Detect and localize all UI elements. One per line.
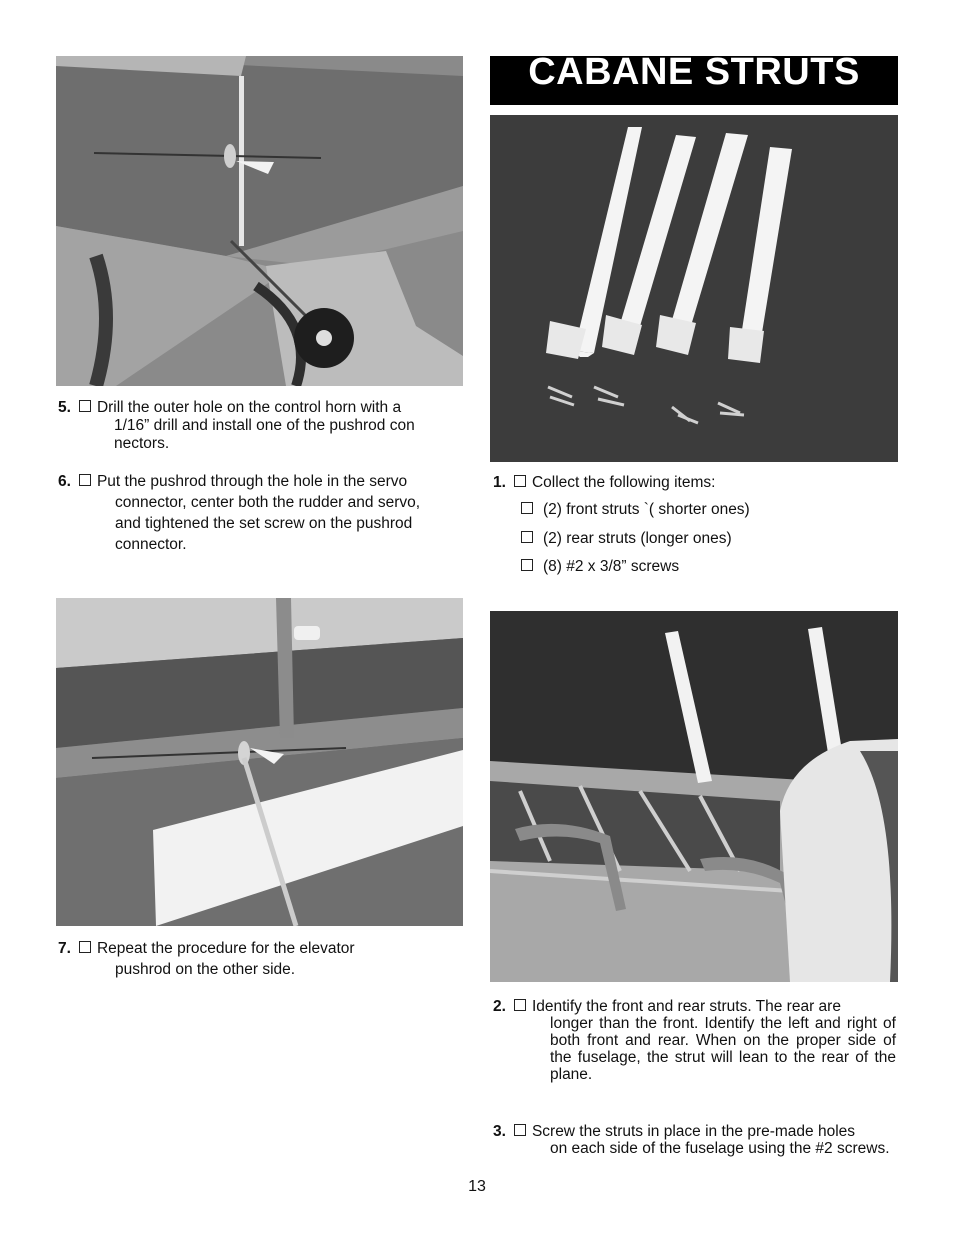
step-text-cont: longer than the front. Identify the left and right of both front and rear. When on the proper side of the fuselage, the strut will lean to the rear of the plane. bbox=[550, 1015, 896, 1083]
step-number: 3. bbox=[493, 1123, 506, 1140]
step-3 bbox=[493, 1123, 896, 1157]
photo-struts-installed bbox=[490, 611, 898, 982]
step-text: Put the pushrod through the hole in the servo bbox=[96, 473, 408, 490]
step-number: 1. bbox=[493, 474, 506, 491]
checkbox-icon[interactable] bbox=[521, 559, 533, 571]
step-number: 5. bbox=[58, 399, 71, 416]
step-text-cont: 1/16” drill and install one of the pushrod con bbox=[114, 417, 415, 434]
step-number: 2. bbox=[493, 998, 506, 1015]
step-text-cont: connector, center both the rudder and servo, bbox=[115, 494, 421, 511]
step-text-cont: and tightened the set screw on the pushrod bbox=[115, 515, 413, 532]
step-7 bbox=[58, 938, 458, 980]
step-text-cont: connector. bbox=[115, 536, 187, 553]
checkbox-icon[interactable] bbox=[79, 941, 91, 953]
step-2 bbox=[493, 998, 896, 1083]
step-number: 7. bbox=[58, 940, 71, 957]
step-text: Drill the outer hole on the control horn with a bbox=[96, 399, 402, 416]
step-text: Screw the struts in place in the pre-made holes bbox=[531, 1123, 856, 1140]
item-label: (2) front struts `( shorter ones) bbox=[543, 501, 750, 518]
step-text: Repeat the procedure for the elevator bbox=[96, 940, 355, 957]
item-rear-struts bbox=[521, 530, 732, 548]
photo-elevator-horn bbox=[56, 598, 463, 926]
step-6 bbox=[58, 471, 458, 555]
step-number: 6. bbox=[58, 473, 71, 490]
step-text: Identify the front and rear struts. The rear are bbox=[531, 998, 841, 1015]
checkbox-icon[interactable] bbox=[514, 475, 526, 487]
item-label: (2) rear struts (longer ones) bbox=[543, 530, 732, 547]
step-text: Collect the following items: bbox=[531, 474, 716, 491]
checkbox-icon[interactable] bbox=[521, 531, 533, 543]
photo-rudder-horn bbox=[56, 56, 463, 386]
step-text-cont: on each side of the fuselage using the #2 screws. bbox=[550, 1140, 890, 1157]
checkbox-icon[interactable] bbox=[79, 400, 91, 412]
checkbox-icon[interactable] bbox=[514, 1124, 526, 1136]
step-1 bbox=[493, 473, 893, 493]
step-text-cont: nectors. bbox=[114, 435, 170, 452]
page-number: 13 bbox=[468, 1178, 486, 1195]
step-text-cont: pushrod on the other side. bbox=[115, 961, 296, 978]
section-title: CABANE STRUTS bbox=[490, 56, 898, 105]
checkbox-icon[interactable] bbox=[514, 999, 526, 1011]
item-front-struts bbox=[521, 501, 750, 519]
item-screws bbox=[521, 558, 679, 576]
item-label: (8) #2 x 3/8” screws bbox=[543, 558, 680, 575]
photo-struts-and-screws bbox=[490, 115, 898, 462]
checkbox-icon[interactable] bbox=[521, 502, 533, 514]
step-5 bbox=[58, 399, 458, 453]
checkbox-icon[interactable] bbox=[79, 474, 91, 486]
